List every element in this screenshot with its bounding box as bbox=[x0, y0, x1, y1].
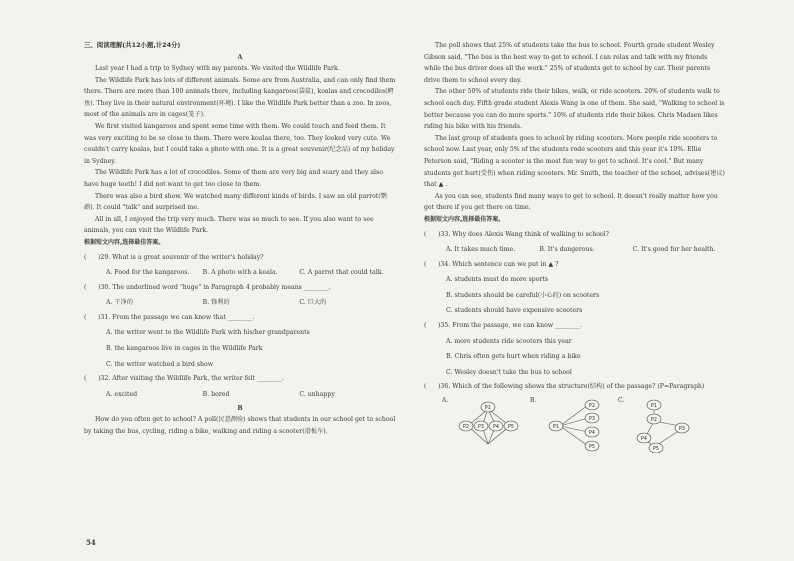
option-c[interactable]: C. 巨大的 bbox=[299, 299, 327, 307]
node-label: P3 bbox=[478, 424, 484, 430]
option-a[interactable]: A. the writer went to the Wildlife Park with his/her grandparents bbox=[106, 329, 310, 337]
node-label: P4 bbox=[589, 430, 595, 436]
option-c[interactable]: C. A parrot that could talk. bbox=[299, 269, 384, 277]
option-c[interactable]: C. the writer watched a bird show bbox=[106, 360, 214, 368]
option-b[interactable]: B. 锋利的 bbox=[202, 299, 230, 307]
option-c[interactable]: C. Wesley doesn't take the bus to school bbox=[446, 368, 572, 376]
passage-a-instruction: 根据短文内容,选择最佳答案。 bbox=[84, 238, 165, 246]
question-32 bbox=[84, 373, 396, 385]
question-stem: )32. After visiting the Wildlife Park, the writer felt ________. bbox=[98, 375, 284, 383]
option-c[interactable]: C. It's good for her health. bbox=[632, 246, 716, 254]
node-label: P1 bbox=[485, 405, 491, 411]
passage-b-letter: B bbox=[237, 405, 243, 413]
section-title: 三、阅读理解(共12小题,计24分) bbox=[84, 41, 181, 49]
question-31 bbox=[84, 312, 396, 324]
blank-marker: ▲ bbox=[548, 260, 554, 268]
passage-a-paragraph-5: There was also a bird show. We watched many different kinds of birds. I saw an old parrot(鹦鹉). It could "talk" and surprised me. bbox=[84, 192, 387, 212]
question-35 bbox=[424, 320, 726, 332]
question-33 bbox=[424, 229, 726, 241]
option-a[interactable]: A. students must do more sports bbox=[446, 276, 549, 284]
passage-b-intro: How do you often get to school? A poll(民意测验) shows that students in our school get to school by taking the bus, cycling, riding a bike, walking and riding a scooter(滑板车). bbox=[84, 416, 396, 436]
option-b: B. bbox=[530, 397, 537, 405]
question-stem: )36. Which of the following shows the structure(结构) of the passage? (P=Paragraph) bbox=[438, 383, 705, 391]
diagram-c[interactable] bbox=[618, 395, 706, 453]
question-30 bbox=[84, 282, 396, 294]
question-30-options bbox=[84, 297, 396, 309]
structure-diagrams bbox=[424, 395, 726, 453]
diagram-b[interactable] bbox=[530, 395, 618, 453]
answer-blank[interactable]: ( bbox=[424, 260, 427, 268]
diagram-a[interactable] bbox=[442, 395, 530, 453]
option-c: C. bbox=[618, 397, 625, 405]
question-29-options bbox=[84, 267, 396, 279]
answer-blank[interactable]: ( bbox=[84, 313, 87, 321]
passage-b-paragraph-3: The last group of students goes to school by riding scooters. More people ride scooters to school now. Last year, only 5% of the students rode scooters and this year it's 10%. Ellie Peterson said, "Riding a scooter is the most fun way to get to school. It's cool." But many students get hurt(受伤) when riding scooters. Mr. Smith, the teacher of the school, advises(建议) that ▲ . bbox=[424, 134, 725, 189]
node-label: P2 bbox=[463, 424, 469, 430]
question-32-options bbox=[84, 389, 396, 401]
answer-blank[interactable]: ( bbox=[424, 230, 427, 238]
passage-a-paragraph-3: We first visited kangaroos and spent some time with them. We could touch and feed them. It was very exciting to be so close to them. There were koalas there, too. They looked very cute. We couldn't carry koalas, but I could take a photo with one. It is a great souvenir(纪念品) of my holiday in Sydney. bbox=[84, 122, 395, 165]
diagram-b-svg bbox=[544, 399, 608, 453]
passage-a-paragraph-2: The Wildlife Park has lots of different animals. Some are from Australia, and can only find them there. There are more than 100 animals there, including kangaroos(袋鼠), koalas and crocodiles(鳄鱼). They live in their natural environment(环境). I like the Wildlife Park better than a zoo. In zoos, most of the animals are in cages(笼子). bbox=[84, 76, 396, 119]
node-label: P2 bbox=[651, 417, 657, 423]
question-stem: )35. From the passage, we can know ________. bbox=[438, 322, 582, 330]
answer-blank[interactable]: ( bbox=[424, 383, 427, 391]
node-label: P2 bbox=[589, 403, 595, 409]
node-label: P3 bbox=[679, 426, 685, 432]
passage-b-paragraph-2: The other 50% of students ride their bikes, walk, or ride scooters. 20% of students walk to school each day. Fifth grade student Alexis Wang is one of them. She said, "Walking to school is better because you can do more sports." 10% of students ride their bikes. Chris Madsen likes riding his bike with his friends. bbox=[424, 88, 725, 131]
node-label: P4 bbox=[493, 424, 499, 430]
option-a: A. bbox=[442, 397, 449, 405]
passage-b-instruction: 根据短文内容,选择最佳答案。 bbox=[424, 215, 505, 223]
question-stem-tail: ? bbox=[555, 260, 559, 268]
node-label: P4 bbox=[641, 436, 647, 442]
option-b[interactable]: B. Chris often gets hurt when riding a bike bbox=[446, 353, 581, 361]
node-label: P1 bbox=[553, 424, 559, 430]
question-stem: )34. Which sentence can we put in bbox=[438, 260, 549, 268]
question-29 bbox=[84, 252, 396, 264]
option-b[interactable]: B. A photo with a koala. bbox=[202, 269, 278, 277]
option-a[interactable]: A. more students ride scooters this year bbox=[446, 337, 572, 345]
question-stem: )29. What is a great souvenir of the writer's holiday? bbox=[98, 253, 264, 261]
question-stem: )33. Why does Alexis Wang think of walking to school? bbox=[438, 230, 609, 238]
answer-blank[interactable]: ( bbox=[84, 283, 87, 291]
passage-a-paragraph-6: All in all, I enjoyed the trip very much. There was so much to see. If you also want to see animals, you can visit the Wildlife Park. bbox=[84, 215, 374, 235]
option-b[interactable]: B. bored bbox=[202, 390, 230, 398]
answer-blank[interactable]: ( bbox=[84, 375, 87, 383]
option-b[interactable]: B. the kangaroos live in cages in the Wildlife Park bbox=[106, 345, 263, 353]
left-column bbox=[84, 40, 396, 438]
passage-a-letter: A bbox=[237, 54, 243, 61]
node-label: P5 bbox=[508, 424, 514, 430]
passage-a-paragraph-4: The Wildlife Park has a lot of crocodiles. Some of them are very big and scary and they also have huge teeth! I did not want to get too close to them. bbox=[84, 169, 383, 188]
node-label: P5 bbox=[589, 444, 595, 450]
option-c[interactable]: C. students should have expensive scooters bbox=[446, 307, 583, 315]
passage-a-paragraph-1: Last year I had a trip to Sydney with my parents. We visited the Wildlife Park. bbox=[95, 65, 340, 72]
node-label: P5 bbox=[653, 446, 659, 452]
right-column bbox=[424, 40, 726, 453]
option-a[interactable]: A. excited bbox=[106, 390, 138, 398]
node-label: P3 bbox=[589, 416, 595, 422]
passage-b-paragraph-1: The poll shows that 25% of students take the bus to school. Fourth grade student Wesley Gibson said, "The bus is the best way to get to school. I can relax and talk with my friends while the bus driver does all the work." 25% of students get to school by car. Their parents drive them to school every day. bbox=[424, 42, 715, 84]
option-a[interactable]: A. 干净的 bbox=[106, 299, 133, 307]
answer-blank[interactable]: ( bbox=[424, 322, 427, 330]
option-b[interactable]: B. students should be careful(小心的) on scooters bbox=[446, 291, 600, 299]
option-a[interactable]: A. It takes much time. bbox=[446, 246, 516, 254]
question-34 bbox=[424, 259, 726, 271]
question-stem: )30. The underlined word "huge" in Paragraph 4 probably means ________. bbox=[98, 283, 331, 291]
option-b[interactable]: B. It's dangerous. bbox=[539, 246, 595, 254]
page-number: 54 bbox=[86, 538, 96, 547]
passage-b-paragraph-4: As you can see, students find many ways to get to school. It doesn't really matter how you get there if you get there on time. bbox=[424, 192, 718, 212]
answer-blank[interactable]: ( bbox=[84, 253, 87, 261]
option-a[interactable]: A. Food for the kangaroos. bbox=[106, 269, 190, 277]
question-36 bbox=[424, 381, 726, 393]
node-label: P1 bbox=[651, 403, 657, 409]
diagram-a-svg bbox=[456, 399, 520, 453]
option-c[interactable]: C. unhappy bbox=[299, 390, 335, 398]
question-stem: )31. From the passage we can know that ________. bbox=[98, 313, 255, 321]
diagram-c-svg bbox=[632, 399, 696, 453]
question-33-options bbox=[424, 244, 726, 256]
